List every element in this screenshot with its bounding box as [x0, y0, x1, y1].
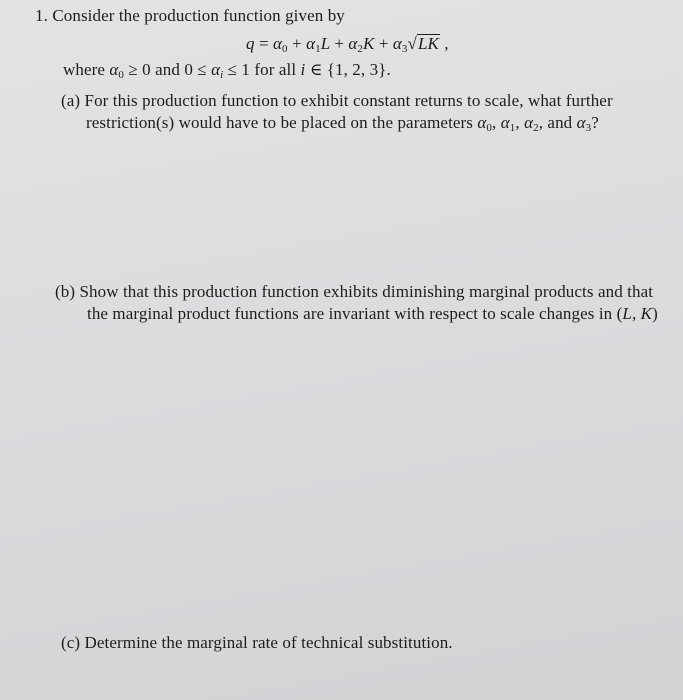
part-c-label: (c): [61, 633, 81, 652]
parameter-constraints: where $\alpha_0 \ge 0$ and $0 \le \alpha_i \le 1$ for all i ∈ {1, 2, 3}.: [63, 60, 391, 81]
part-b-question: [55, 281, 653, 303]
problem-heading: [35, 5, 345, 27]
part-a-question: [61, 90, 613, 112]
problem-heading-text: Consider the production function given by: [52, 6, 345, 25]
part-b-text-line1: Show that this production function exhibits diminishing marginal products and that: [79, 282, 654, 301]
radicand: LK: [417, 34, 439, 53]
part-b-question-line2: the marginal product functions are invariant with respect to scale changes in (L, K): [87, 304, 658, 323]
square-root: √LK: [407, 34, 439, 53]
part-b-label: (b): [55, 282, 76, 301]
part-a-question-line2: restriction(s) would have to be placed on the parameters $\alpha_0$, $\alpha_1$, $\alpha_2$, and $\alpha_3$?: [86, 113, 599, 134]
part-a-text-line1: For this production function to exhibit constant returns to scale, what further: [84, 91, 613, 110]
part-a-label: (a): [61, 91, 81, 110]
part-c-text: Determine the marginal rate of technical substitution.: [84, 633, 453, 652]
problem-number: 1.: [35, 6, 48, 25]
part-c-question: [61, 632, 453, 654]
production-function-equation: $q = \alpha_0 + \alpha_1L + \alpha_2K + \alpha_3√LK$ ,: [246, 34, 449, 55]
